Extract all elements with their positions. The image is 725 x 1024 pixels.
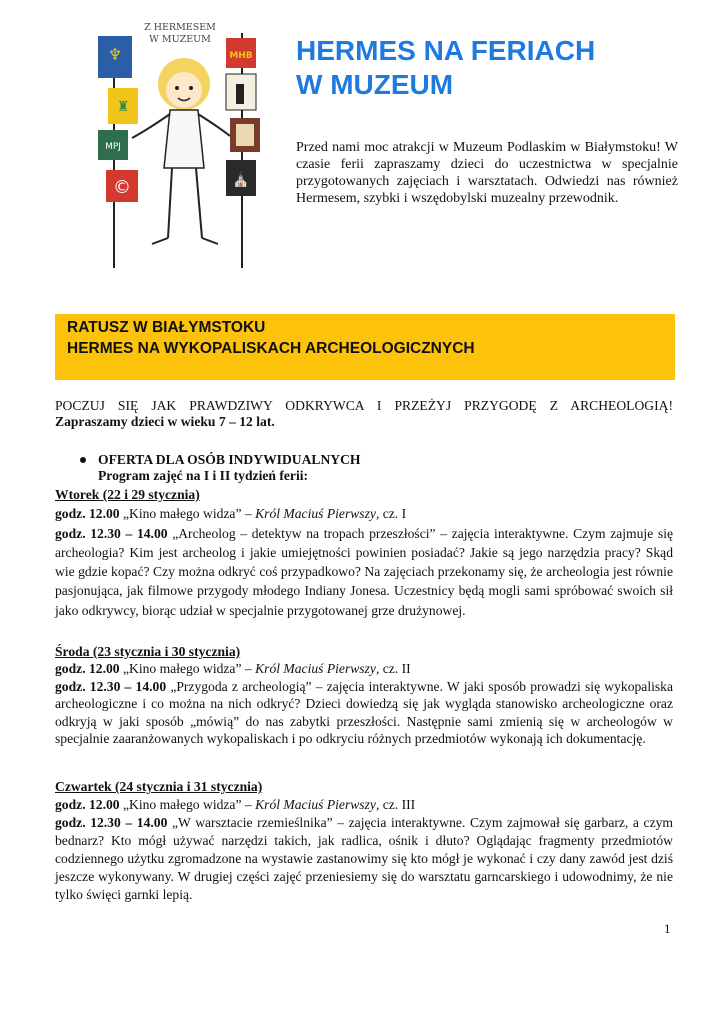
banner-line-1: RATUSZ W BIAŁYMSTOKU	[67, 319, 266, 336]
headline: POCZUJ SIĘ JAK PRAWDZIWY ODKRYWCA I PRZEŻYJ PRZYGODĘ Z ARCHEOLOGIĄ!	[55, 398, 673, 413]
day-block-tuesday	[55, 485, 673, 620]
offer-title: OFERTA DLA OSÓB INDYWIDUALNYCH	[98, 452, 361, 467]
bullet-icon	[80, 457, 86, 463]
day-block-thursday	[55, 778, 673, 904]
age-info: Zapraszamy dzieci w wieku 7 – 12 lat.	[55, 414, 275, 429]
offer-block	[80, 452, 640, 484]
session-cinema: godz. 12.00 „Kino małego widza” – Król Maciuś Pierwszy, cz. II	[55, 661, 411, 677]
day-heading: Czwartek (24 stycznia i 31 stycznia)	[55, 779, 263, 794]
section-banner	[55, 314, 675, 380]
day-block-wednesday	[55, 643, 673, 747]
day-heading: Wtorek (22 i 29 stycznia)	[55, 487, 200, 502]
hermes-sign-line2: W MUZEUM	[149, 34, 211, 45]
session-cinema: godz. 12.00 „Kino małego widza” – Król Maciuś Pierwszy, cz. III	[55, 797, 416, 812]
page-title	[296, 34, 696, 102]
day-heading: Środa (23 stycznia i 30 stycznia)	[55, 644, 241, 659]
intro-paragraph: Przed nami moc atrakcji w Muzeum Podlaskim w Białymstoku! W czasie ferii zapraszamy dzieci do uczestnictwa w specjalnie przygotowanych zajęciach i warsztatach. Odwiedzi nas również Hermesem, szybki i wszędobylski muzealny przewodnik.	[296, 140, 678, 206]
svg-text:⛪: ⛪	[232, 172, 250, 188]
mhb-label: MHB	[229, 51, 253, 61]
headline-block	[55, 398, 673, 430]
hermes-illustration	[92, 18, 276, 268]
session-workshop: godz. 12.30 – 14.00 „W warsztacie rzemieślnika” – zajęcia interaktywne. Czym zajmował się garbarz, a czym bednarz? Kto mógł używać narzędzi takich, jak radlica, ośnik i dłuto? Oglądając fragmenty przedmiotów codziennego użytku zgromadzone na wystawie zastanowimy się kto mógł je wykonać i czy dany zawód jest dziś jeszcze wykonywany. W drugiej części zajęć przeniesiemy się do warsztatu garncarskiego i udowodnimy, że nie tylko święci garnki lepią.	[55, 815, 673, 902]
page-number: 1	[664, 921, 671, 936]
title-line-2: W MUZEUM	[296, 69, 454, 100]
svg-text:♆: ♆	[107, 45, 123, 64]
program-title: Program zajęć na I i II tydzień ferii:	[98, 468, 309, 483]
mpj-label: MPJ	[105, 142, 121, 152]
hermes-sign-line1: Z HERMESEM	[144, 22, 216, 33]
session-workshop: godz. 12.30 – 14.00 „Archeolog – detektyw na tropach przeszłości” – zajęcia interaktywne. Czym zajmuje się archeologia? Kim jest archeolog i jakie umiejętności powinien posiadać? Jakie są jego narzędzia pracy? Skąd wie gdzie kopać? Czy można odkryć coś przypadkowo? Na zajęciach przekonamy się, że archeologia jest równie pasjonująca, jak filmowe przygody młodego Indiany Jonesa. Uczestnicy będą mogli sami spróbować swoich sił jako odkrywcy, biorąc udział w specjalnie przygotowanej grze drużynowej.	[55, 525, 674, 618]
session-cinema: godz. 12.00 „Kino małego widza” – Król Maciuś Pierwszy, cz. I	[55, 506, 407, 522]
title-line-1: HERMES NA FERIACH	[296, 35, 596, 66]
session-workshop: godz. 12.30 – 14.00 „Przygoda z archeologią” – zajęcia interaktywne. W jaki sposób prowadzi się wykopaliska archeologiczne i co można na nich odkryć? Dzieci dowiedzą się jak wygląda stanowisko archeologiczne oraz odkryją w jaki sposób „mówią” do nas zabytki przeszłości. Następnie sami zmienią się w archeologów w specjalnie zaaranżowanych wykopaliskach i po odkryciu różnych przedmiotów wykonają ich dokumentację.	[55, 678, 673, 747]
banner-line-2: HERMES NA WYKOPALISKACH ARCHEOLOGICZNYCH	[67, 340, 475, 357]
svg-text:©: ©	[113, 177, 131, 198]
svg-text:♜: ♜	[116, 99, 130, 115]
